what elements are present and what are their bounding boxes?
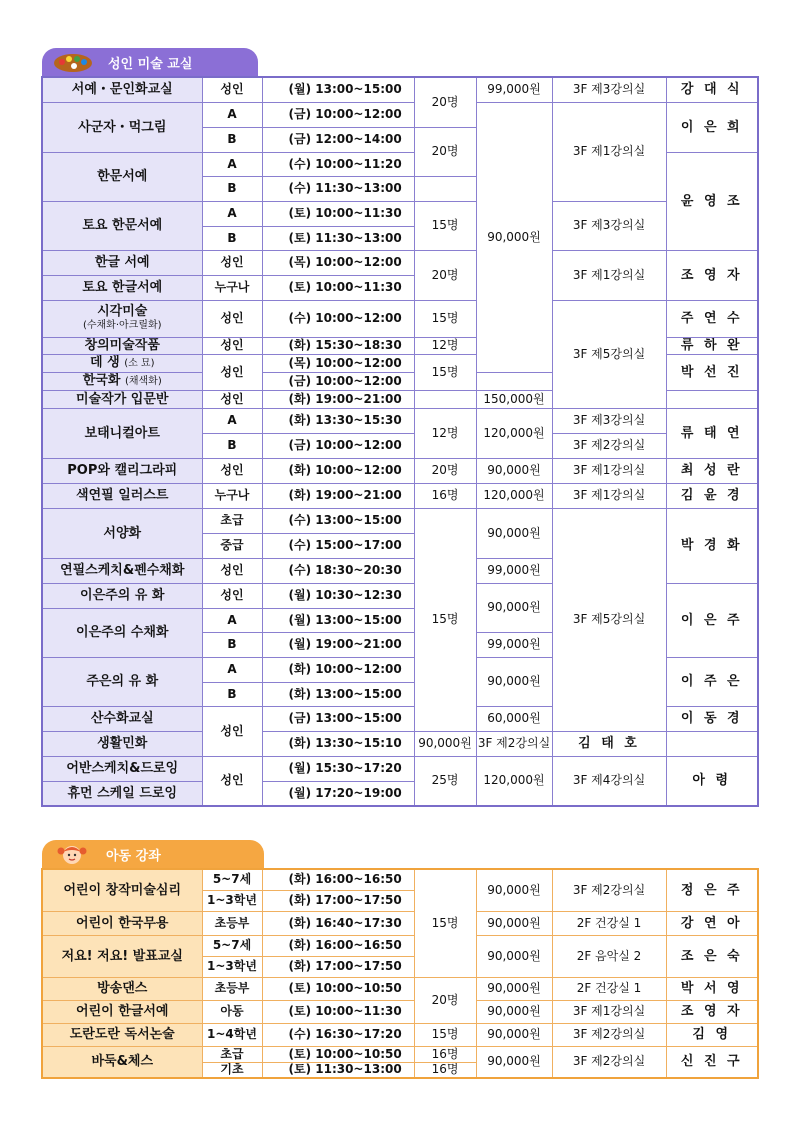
- class-name: 이은주의 수채화: [42, 608, 202, 657]
- class-target: 성인: [202, 458, 262, 483]
- class-name: 토요 한글서예: [42, 275, 202, 300]
- class-target: 1~3학년: [202, 890, 262, 911]
- adult-section-title: 성인 미술 교실: [108, 56, 193, 72]
- class-fee: 90,000원: [476, 1000, 552, 1023]
- class-time: (월) 10:30~12:30: [262, 583, 414, 608]
- class-fee: 90,000원: [476, 102, 552, 372]
- class-teacher: 강 대 식: [666, 77, 758, 102]
- class-teacher: 김 태 호: [552, 731, 666, 756]
- class-capacity: 25명: [414, 756, 476, 806]
- class-name: 생활민화: [42, 731, 202, 756]
- class-teacher: 이 동 경: [666, 706, 758, 731]
- class-fee: 90,000원: [476, 458, 552, 483]
- class-fee: 90,000원: [476, 869, 552, 911]
- class-time: (토) 10:00~10:50: [262, 977, 414, 1000]
- class-teacher: 류 하 완: [666, 337, 758, 354]
- class-teacher: 이 은 주: [666, 583, 758, 657]
- class-room: 3F 제1강의실: [552, 458, 666, 483]
- class-teacher: 이 주 은: [666, 657, 758, 706]
- class-time: (화) 17:00~17:50: [262, 956, 414, 977]
- class-target: B: [202, 632, 262, 657]
- class-capacity: 15명: [414, 300, 476, 337]
- blank-cell: [414, 390, 476, 408]
- class-target: 1~4학년: [202, 1023, 262, 1046]
- class-time: (수) 18:30~20:30: [262, 558, 414, 583]
- class-room: 3F 제1강의실: [552, 1000, 666, 1023]
- class-name-text: 한국화: [82, 373, 121, 388]
- class-target: 초급: [202, 508, 262, 533]
- kids-class-table: [41, 868, 759, 1079]
- class-fee: 90,000원: [476, 508, 552, 558]
- class-time: (화) 13:30~15:30: [262, 408, 414, 433]
- class-teacher: 정 은 주: [666, 869, 758, 911]
- blank-cell: [666, 390, 758, 408]
- class-name-sub: (채색화): [124, 376, 162, 387]
- class-target: 5~7세: [202, 869, 262, 890]
- class-teacher: 박 서 영: [666, 977, 758, 1000]
- class-room: 3F 제1강의실: [552, 250, 666, 300]
- class-name: 바둑&체스: [42, 1046, 202, 1078]
- class-target: 5~7세: [202, 935, 262, 956]
- class-teacher: 류 태 연: [666, 408, 758, 458]
- class-fee: 90,000원: [476, 911, 552, 935]
- class-teacher: 조 은 숙: [666, 935, 758, 977]
- class-fee: 99,000원: [476, 632, 552, 657]
- class-target: 성인: [202, 354, 262, 390]
- class-teacher: 윤 영 조: [666, 152, 758, 250]
- class-target: 성인: [202, 583, 262, 608]
- class-fee: 99,000원: [476, 558, 552, 583]
- class-capacity: 16명: [414, 1062, 476, 1078]
- class-fee: 90,000원: [476, 583, 552, 632]
- class-time: (월) 17:20~19:00: [262, 781, 414, 806]
- class-time: (수) 11:30~13:00: [262, 176, 414, 201]
- class-capacity: 15명: [414, 201, 476, 250]
- class-name: 색연필 일러스트: [42, 483, 202, 508]
- class-target: 아동: [202, 1000, 262, 1023]
- kids-section-tab: [42, 840, 264, 868]
- class-name: 한문서예: [42, 152, 202, 201]
- class-teacher: 최 성 란: [666, 458, 758, 483]
- table-row: [42, 1023, 758, 1046]
- class-time: (토) 11:30~13:00: [262, 226, 414, 250]
- class-time: (토) 10:00~11:30: [262, 1000, 414, 1023]
- class-capacity: 15명: [414, 508, 476, 731]
- class-fee: 60,000원: [476, 706, 552, 731]
- class-room: 3F 제2강의실: [552, 1046, 666, 1078]
- class-room: 2F 건강실 1: [552, 977, 666, 1000]
- class-time: (토) 11:30~13:00: [262, 1062, 414, 1078]
- kids-section-title: 아동 강좌: [106, 848, 161, 864]
- class-time: (수) 16:30~17:20: [262, 1023, 414, 1046]
- class-time: (토) 10:00~10:50: [262, 1046, 414, 1062]
- class-teacher: 김 영: [666, 1023, 758, 1046]
- class-time: (월) 19:00~21:00: [262, 632, 414, 657]
- class-target: 성인: [202, 250, 262, 275]
- class-room: 3F 제2강의실: [552, 1023, 666, 1046]
- table-row: [42, 300, 758, 337]
- class-time: (토) 10:00~11:30: [262, 201, 414, 226]
- class-target: 초급: [202, 1046, 262, 1062]
- class-name: 서예・문인화교실: [42, 77, 202, 102]
- class-room: 3F 제4강의실: [552, 756, 666, 806]
- class-capacity: 12명: [414, 408, 476, 458]
- class-time: (화) 17:00~17:50: [262, 890, 414, 911]
- class-target: 성인: [202, 706, 262, 756]
- class-name: 방송댄스: [42, 977, 202, 1000]
- class-name: 보태니컬아트: [42, 408, 202, 458]
- class-time: (월) 13:00~15:00: [262, 608, 414, 632]
- class-name: 사군자・먹그림: [42, 102, 202, 152]
- class-target: B: [202, 682, 262, 706]
- class-target: A: [202, 152, 262, 176]
- class-time: (화) 19:00~21:00: [262, 483, 414, 508]
- class-time: (금) 13:00~15:00: [262, 706, 414, 731]
- class-name: 도란도란 독서논술: [42, 1023, 202, 1046]
- class-target: B: [202, 127, 262, 152]
- class-fee: 90,000원: [476, 1046, 552, 1078]
- class-time: (토) 10:00~11:30: [262, 275, 414, 300]
- class-name: 연필스케치&펜수채화: [42, 558, 202, 583]
- class-fee: 90,000원: [476, 935, 552, 977]
- class-time: (수) 15:00~17:00: [262, 533, 414, 558]
- class-room: 3F 제3강의실: [552, 408, 666, 433]
- class-time: (목) 10:00~12:00: [262, 250, 414, 275]
- class-time: (화) 10:00~12:00: [262, 458, 414, 483]
- class-fee: 90,000원: [414, 731, 476, 756]
- class-room: 3F 제2강의실: [552, 869, 666, 911]
- class-name: 한글 서예: [42, 250, 202, 275]
- class-fee: 90,000원: [476, 1023, 552, 1046]
- class-teacher: 조 영 자: [666, 1000, 758, 1023]
- palette-icon: [52, 51, 94, 73]
- class-time: (화) 13:00~15:00: [262, 682, 414, 706]
- class-time: (화) 13:30~15:10: [262, 731, 414, 756]
- class-time: (화) 16:00~16:50: [262, 869, 414, 890]
- adult-section-tab: [42, 48, 258, 76]
- class-name: 어린이 한국무용: [42, 911, 202, 935]
- class-teacher: 박 경 화: [666, 508, 758, 583]
- class-capacity: 20명: [414, 977, 476, 1023]
- class-time: (목) 10:00~12:00: [262, 354, 414, 372]
- class-time: (수) 10:00~12:00: [262, 300, 414, 337]
- class-room: 3F 제1강의실: [552, 483, 666, 508]
- class-teacher: 박 선 진: [666, 354, 758, 390]
- class-fee: 150,000원: [476, 390, 552, 408]
- class-name: 휴먼 스케일 드로잉: [42, 781, 202, 806]
- class-name-sub: (수채화·아크릴화): [82, 320, 162, 331]
- class-target: 초등부: [202, 977, 262, 1000]
- table-row: [42, 250, 758, 275]
- table-row: [42, 935, 758, 956]
- class-name: [42, 300, 202, 337]
- class-time: (금) 10:00~12:00: [262, 372, 414, 390]
- class-room: 3F 제1강의실: [552, 102, 666, 201]
- class-teacher: 강 연 아: [666, 911, 758, 935]
- class-name: 저요! 저요! 발표교실: [42, 935, 202, 977]
- class-fee: 90,000원: [476, 657, 552, 706]
- class-room: 3F 제3강의실: [552, 201, 666, 250]
- class-teacher: 이 은 희: [666, 102, 758, 152]
- class-target: 성인: [202, 337, 262, 354]
- class-target: 초등부: [202, 911, 262, 935]
- class-target: A: [202, 608, 262, 632]
- class-teacher: 신 진 구: [666, 1046, 758, 1078]
- class-time: (화) 10:00~12:00: [262, 657, 414, 682]
- class-name: 토요 한문서예: [42, 201, 202, 250]
- class-capacity: 12명: [414, 337, 476, 354]
- class-name: POP와 캘리그라피: [42, 458, 202, 483]
- table-row: [42, 508, 758, 533]
- class-time: (화) 16:40~17:30: [262, 911, 414, 935]
- adult-class-table: [41, 76, 759, 807]
- class-target: 성인: [202, 558, 262, 583]
- table-row: [42, 1000, 758, 1023]
- class-target: 성인: [202, 300, 262, 337]
- table-row: [42, 731, 758, 756]
- table-row: [42, 1046, 758, 1062]
- table-row: [42, 201, 758, 226]
- class-capacity: 15명: [414, 1023, 476, 1046]
- class-target: 누구나: [202, 483, 262, 508]
- class-time: (금) 12:00~14:00: [262, 127, 414, 152]
- class-target: A: [202, 201, 262, 226]
- table-row: [42, 756, 758, 781]
- class-time: (금) 10:00~12:00: [262, 433, 414, 458]
- table-row: [42, 102, 758, 127]
- class-name: [42, 354, 202, 372]
- class-time: (월) 13:00~15:00: [262, 77, 414, 102]
- class-teacher: 조 영 자: [666, 250, 758, 300]
- class-capacity: 20명: [414, 77, 476, 127]
- class-fee: 90,000원: [476, 977, 552, 1000]
- class-target: 1~3학년: [202, 956, 262, 977]
- table-row: [42, 869, 758, 890]
- class-target: A: [202, 408, 262, 433]
- class-teacher: 김 윤 경: [666, 483, 758, 508]
- class-room: 2F 건강실 1: [552, 911, 666, 935]
- class-room: 3F 제2강의실: [476, 731, 552, 756]
- class-time: (화) 16:00~16:50: [262, 935, 414, 956]
- class-name-text: 시각미술: [97, 304, 148, 319]
- class-target: 누구나: [202, 275, 262, 300]
- class-time: (수) 13:00~15:00: [262, 508, 414, 533]
- table-row: [42, 483, 758, 508]
- class-target: B: [202, 176, 262, 201]
- table-row: [42, 408, 758, 433]
- class-time: (수) 10:00~11:20: [262, 152, 414, 176]
- class-target: 중급: [202, 533, 262, 558]
- table-row: [42, 77, 758, 102]
- class-teacher: 주 연 수: [666, 300, 758, 337]
- class-name: 미술작가 입문반: [42, 390, 202, 408]
- class-target: 기초: [202, 1062, 262, 1078]
- class-fee: 120,000원: [476, 408, 552, 458]
- class-capacity: 15명: [414, 354, 476, 390]
- class-room: 3F 제5강의실: [552, 300, 666, 408]
- class-capacity: 16명: [414, 1046, 476, 1062]
- class-target: 성인: [202, 390, 262, 408]
- class-room: 2F 음악실 2: [552, 935, 666, 977]
- class-name-sub: (소 묘): [124, 358, 155, 369]
- table-row: [42, 911, 758, 935]
- class-name: 어린이 창작미술심리: [42, 869, 202, 911]
- class-name: [42, 372, 202, 390]
- class-capacity: 20명: [414, 458, 476, 483]
- class-name: 어린이 한글서예: [42, 1000, 202, 1023]
- class-time: (월) 15:30~17:20: [262, 756, 414, 781]
- class-name-text: 데 생: [90, 355, 120, 370]
- class-capacity: 20명: [414, 250, 476, 300]
- class-time: (화) 15:30~18:30: [262, 337, 414, 354]
- table-row: [42, 977, 758, 1000]
- class-target: 성인: [202, 77, 262, 102]
- class-fee: 120,000원: [476, 756, 552, 806]
- class-name: 창의미술작품: [42, 337, 202, 354]
- class-room: 3F 제2강의실: [552, 433, 666, 458]
- class-target: B: [202, 226, 262, 250]
- class-capacity: 15명: [414, 869, 476, 977]
- class-fee: 120,000원: [476, 483, 552, 508]
- class-name: 서양화: [42, 508, 202, 558]
- class-target: 성인: [202, 756, 262, 806]
- class-target: A: [202, 102, 262, 127]
- table-row: [42, 458, 758, 483]
- class-room: 3F 제3강의실: [552, 77, 666, 102]
- class-name: 이은주의 유 화: [42, 583, 202, 608]
- class-room: 3F 제5강의실: [552, 508, 666, 731]
- class-name: 주은의 유 화: [42, 657, 202, 706]
- class-target: A: [202, 657, 262, 682]
- class-name: 산수화교실: [42, 706, 202, 731]
- class-name: 어반스케치&드로잉: [42, 756, 202, 781]
- class-capacity: 16명: [414, 483, 476, 508]
- class-capacity: 20명: [414, 127, 476, 176]
- class-time: (금) 10:00~12:00: [262, 102, 414, 127]
- class-target: B: [202, 433, 262, 458]
- kid-face-icon: [52, 842, 92, 866]
- class-time: (화) 19:00~21:00: [262, 390, 414, 408]
- class-fee: 99,000원: [476, 77, 552, 102]
- class-teacher: 아 령: [666, 756, 758, 806]
